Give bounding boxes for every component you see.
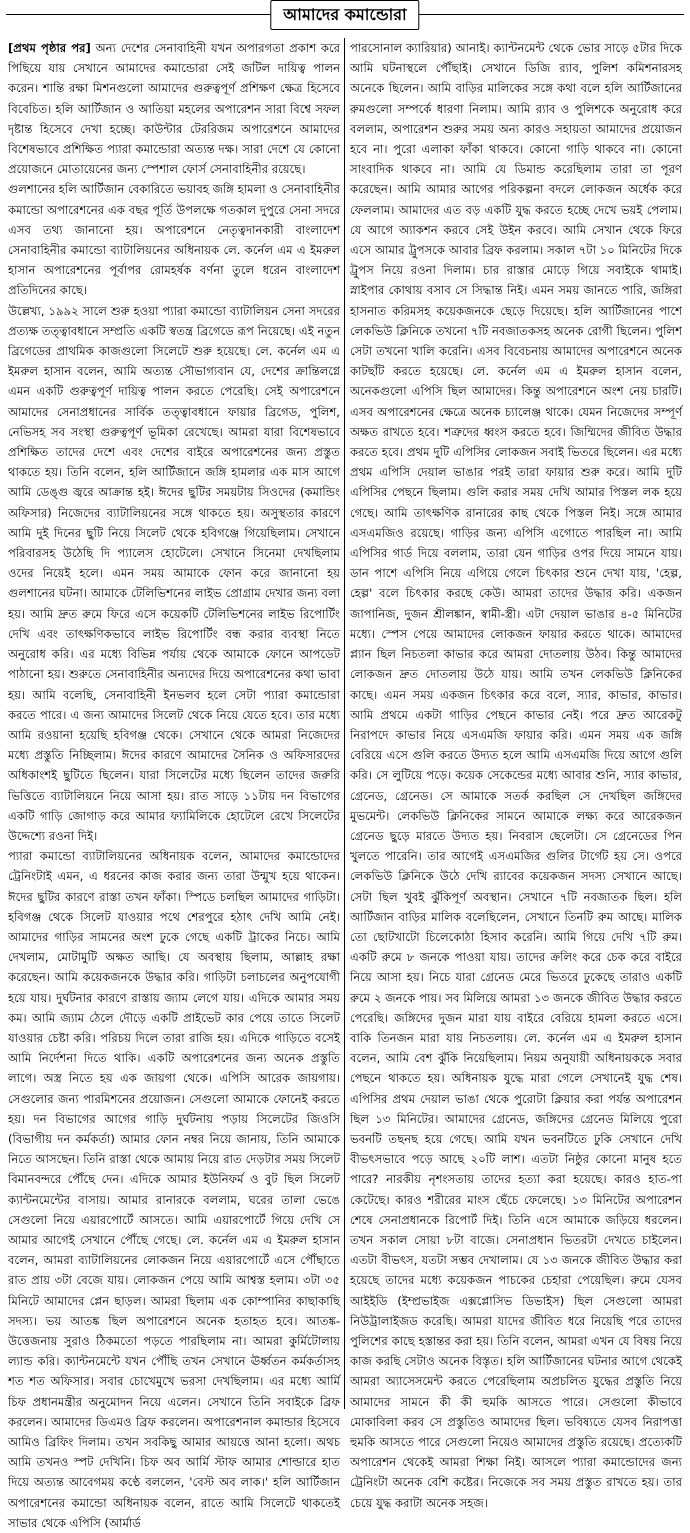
column-divider	[344, 38, 345, 1409]
continued-from-label: [প্রথম পৃষ্ঠার পর]	[8, 41, 91, 55]
paragraph: গুলশানের হলি আর্টিজান বেকারিতে ভয়াবহ জঙ্গি হামলা ও সেনাবাহিনীর কমান্ডো অপারেশনের এক বছর পূর্তি উপলক্ষে গতকাল দুপুরে সেনা সদরে এসব তথ্য জানানো হয়। অপারেশনে নেতৃত্বদানকারী বাংলাদেশ সেনাবাহিনীর কমান্ডো ব্যাটালিয়নের অধিনায়ক লে. কর্নেল এম এ ইমরুল হাসান অপারেশনের পূর্বাপর রোমহর্ষক বর্ণনা তুলে ধরেন বাংলাদেশ প্রতিদিনের কাছে।	[8, 182, 340, 298]
paragraph-text: অন্য দেশের সেনাবাহিনী যখন অপারগতা প্রকাশ করে পিছিয়ে যায় সেখানে আমাদের কমান্ডোরা সেই জটিল দায়িত্ব পালন করেন। শান্তি রক্ষা মিশনগুলো আমাদের গুরুত্বপূর্ণ প্রশিক্ষণ ক্ষেত্র হিসেবে বিবেচিত। হলি আর্টিজান ও আতিয়া মহলের অপারেশন সারা বিশ্বে সফল দৃষ্টান্ত হিসেবে দেখা হচ্ছে। কাউন্টার টেররিজম অপারেশনে আমাদের বিশেষভাবে প্রশিক্ষিত প্যারা কমান্ডোরা অত্যন্ত দক্ষ। সারা দেশে যে কোনো প্রয়োজনে মোতায়েনের জন্য স্পেশাল ফোর্স সেনাবাহিনীর রয়েছে।	[8, 41, 340, 177]
paragraph: প্যারা কমান্ডো ব্যাটালিয়নের অধিনায়ক বলেন, আমাদের কমান্ডোদের ট্রেনিংটাই এমন, এ ধরনের কাজ করার জন্য তারা উন্মুখ হয়ে থাকেন। ঈদের ছুটির কারণে রাস্তা তখন ফাঁকা। স্পিডে চলছিল আমাদের গাড়িটা। হবিগঞ্জ থেকে সিলেট যাওয়ার পথে শেরপুরে হঠাৎ দেখি আমি নেই। আমাদের গাড়ির সামনের অংশ ঢুকে গেছে একটি ট্রাকের নিচে। আমি দেখলাম, মোটামুটি অক্ষত আছি। যে অবস্থায় ছিলাম, আল্লাহ রক্ষা করেছেন। আমি কয়েকজনকে উদ্ধার করি। গাড়িটা চলাচলের অনুপযোগী হয়ে যায়। দুর্ঘটনার কারণে রাস্তায় জ্যাম লেগে যায়। এদিকে আমার সময় কম। আমি জ্যাম ঠেলে দৌড়ে একটি প্রাইভেট কার পেয়ে তাতে সিলেট যাওয়ার চেষ্টা করি। পরিচয় দিলে তারা রাজি হয়। এদিকে গাড়িতে বসেই আমি নির্দেশনা দিতে থাকি। একটি অপারেশনের জন্য অনেক প্রস্তুতি লাগে। অস্ত্র নিতে হয় এক জায়গা থেকে। এপিসি আরেক জায়গায়। সেগুলোর জন্য পারমিশনের প্রয়োজন। সেগুলো আমাকে ফোনেই করতে হয়। দন বিভাগের আগের গাড়ি দুর্ঘটনায় পড়ায় সিলেটের জিওসি (বিভাগীয় দন কর্মকর্তা) আমার ফোন নম্বর নিয়ে জানায়, তিনি আমাকে নিতে আসছেন। তিনি রাস্তা থেকে আমায় নিয়ে রাত দেড়টার সময় সিলেট বিমানবন্দরে পৌঁছে দেন। এদিকে আমার ইউনিফর্ম ও বুট ছিল সিলেট ক্যান্টনমেন্টের বাসায়। আমার রানারকে বললাম, ঘরের তালা ভেঙে সেগুলো নিয়ে এয়ারপোর্টে আসতে। আমি এয়ারপোর্টে গিয়ে দেখি সে আমার আগেই সেখানে পৌঁছে গেছে। লে. কর্নেল এম এ ইমরুল হাসান বলেন, আমরা ব্যাটালিয়নের লোকজন নিয়ে এয়ারপোর্টে এসে পৌঁছাতে রাত প্রায় ৩টা বেজে যায়। লোকজন পেয়ে আমি আশ্বস্ত হলাম। ৩টা ৩৫ মিনিটে আমাদের প্লেন ছাড়ল। আমরা ছিলাম এক কোম্পানির কাছাকাছি সদস্য। ভয় আতঙ্ক ছিল অপারেশনে অনেক হতাহত হবে। আতঙ্ক-উত্তেজনায় সুরাও ঠিকমতো পড়তে পারছিলাম না। আমরা কুর্মিটোলায় ল্যান্ড করি। ক্যান্টনমেন্টে যখন পৌঁছি তখন সেখানে ঊর্ধ্বতন কর্মকর্তাসহ শত শত অফিসার। সবার চোখেমুখে ভরসা দেখছিলাম। এর মধ্যে আর্মি চিফ প্রধানমন্ত্রীর অনুমোদন নিয়ে এলেন। সেখানে তিনি সবাইকে ব্রিফ করলেন। আমাদের ডিএমও ব্রিফ করলেন। অপারেশনাল কমান্ডার হিসেবে আমিও ব্রিফিং দিলাম। তখন সবকিছু আমার আয়ত্তে আনা হলো। অথচ আমি তখনও স্পট দেখিনি। চিফ অব আর্মি স্টাফ আমার শোল্ডারে হাত দিয়ে অত্যন্ত আবেগময় কণ্ঠে বললেন, 'বেস্ট অব লাক।' হলি আর্টিজান অপারেশনের কমান্ডো অধিনায়ক বলেন, রাতে আমি সিলেটে থাকতেই সাভার থেকে এপিসি (আর্মার্ড	[8, 849, 340, 1530]
left-column	[8, 38, 340, 1530]
right-column	[350, 38, 682, 1510]
paragraph	[8, 38, 340, 179]
paragraph: উল্লেখ্য, ১৯৯২ সালে শুরু হওয়া প্যারা কমান্ডো ব্যাটালিয়ন সেনা সদরের প্রত্যক্ষ তত্ত্বাবধানে সম্প্রতি একটি স্বতন্ত্র ব্রিগেডে রূপ নিয়েছে। এই নতুন ব্রিগেডের প্রাথমিক কাজগুলো সিলেটে শুরু হয়েছে। লে. কর্নেল এম এ ইমরুল হাসান বলেন, আমি অত্যন্ত সৌভাগ্যবান যে, দেশের ক্রান্তিলগ্নে এমন একটি গুরুত্বপূর্ণ দায়িত্ব পালন করতে পেরেছি। সেই অপারেশনে আমাদের সেনাপ্রধানের সার্বিক তত্ত্বাবধানে ফায়ার ব্রিগেড, পুলিশ, নেভিসহ সব সংস্থা গুরুত্বপূর্ণ ভূমিকা রেখেছে। আমরা যারা বিশেষভাবে প্রশিক্ষিত তাদের দেশে এবং দেশের বাইরে অপারেশনের জন্য প্রস্তুত থাকতে হয়। তিনি বলেন, হলি আর্টিজানে জঙ্গি হামলার এক মাস আগে আমি ডেঙ্গু জ্বরে আক্রান্ত হই। ঈদের ছুটির সময়টায় সিওদের (কমান্ডিং অফিসার) নিজেদের ব্যাটালিয়নের সঙ্গে থাকতে হয়। অসুস্থতার কারণে আমি দুই দিনের ছুটি নিয়ে সিলেট থেকে হবিগঞ্জে গিয়েছিলাম। সেখানে পরিবারসহ উঠেছি দি প্যালেস হোটেলে। সেখানে সিনেমা দেখছিলাম ওদের নিয়েই হলে। এমন সময় আমাকে ফোন করে জানানো হয় গুলশানের ঘটনা। আমাকে টেলিভিশনের লাইভ প্রোগ্রাম দেখার জন্য বলা হয়। আমি দ্রুত রুমে ফিরে এসে কয়েকটি টেলিভিশনের লাইভ রিপোর্টিং দেখি এবং তাৎক্ষণিকভাবে লাইভ রিপোর্টিং বন্ধ করার ব্যবস্থা নিতে অনুরোধ করি। এর মধ্যে বিভিন্ন পর্যায় থেকে আমাকে ফোনে আপডেট পাঠানো হয়। শুরুতে সেনাবাহিনীর অন্যদের দিয়ে অপারেশনের কথা ভাবা হয়। আমি বলেছি, সেনাবাহিনী ইনভলব হলে সেটা প্যারা কমান্ডোরা করতে পারে। এ জন্য আমাদের সিলেট থেকে নিয়ে যেতে হবে। তার মধ্যে আমি রওয়ানা হয়েছি হবিগঞ্জ থেকে। সেখানে থেকে আমরা নিজেদের মধ্যে প্রস্তুতি নিচ্ছিলাম। ঈদের কারণে আমাদের সৈনিক ও অফিসারদের অধিকাংশই ছুটিতে ছিলেন। যারা সিলেটের মধ্যে ছিলেন তাদের জরুরি ভিত্তিতে ব্যাটালিয়নে নিয়ে আসা হয়। রাত সাড়ে ১১টায় দন বিভাগের একটি গাড়ি জোগাড় করে আমার ফ্যামিলিকে হোটেলে রেখে সিলেটের উদ্দেশ্যে রওনা দিই।	[8, 303, 340, 843]
paragraph: পারসোনাল ক্যারিয়ার) আনাই। ক্যান্টনমেন্ট থেকে ভোর সাড়ে ৫টার দিকে আমি ঘটনাস্থলে পৌঁছাই। সেখানে ডিজি র‍্যাব, পুলিশ কমিশনারসহ অনেকে ছিলেন। আমি বাড়ির মালিকের সঙ্গে কথা বলে হলি আর্টিজানের রুমগুলো সম্পর্কে ধারণা নিলাম। আমি র‍্যাব ও পুলিশকে অনুরোধ করে বললাম, অপারেশন শুরুর সময় অন্য কারও সহায়তা আমাদের প্রয়োজন হবে না। পুরো এলাকা ফাঁকা থাকবে। কোনো গাড়ি থাকবে না। কোনো সাংবাদিক থাকবে না। আমি যে ডিমান্ড করেছিলাম তারা তা পূরণ করেছেন। আমি আমার আগের পরিকল্পনা বদলে লোকজন অর্ধেক করে ফেললাম। আমাদের এত বড় একটি যুদ্ধ করতে হচ্ছে দেখে ভয়ই পেলাম। যে আগে অ্যাকশন করবে সেই উইন করবে। আমি সেখান থেকে ফিরে এসে আমার ট্রুপসকে আবার ব্রিফ করলাম। সকাল ৭টা ১০ মিনিটের দিকে ট্রুপস নিয়ে রওনা দিলাম। চার রাস্তার মোড়ে গিয়ে সবাইকে থামাই। স্নাইপার কোথায় বসাব সে সিদ্ধান্ত নিই। এমন সময় জানতে পারি, জঙ্গিরা হাসনাত করিমসহ কয়েকজনকে ছেড়ে দিয়েছে। হলি আর্টিজানের পাশে লেকভিউ ক্লিনিকে তখনো ৭টি নবজাতকসহ অনেক রোগী ছিলেন। পুলিশ সেটা তখনো খালি করেনি। এসব বিবেচনায় আমাদের অপারেশনে অনেক কাটছাঁট করতে হয়েছে। লে. কর্নেল এম এ ইমরুল হাসান বলেন, অনেকগুলো এপিসি ছিল আমাদের। কিন্তু অপারেশনে অংশ নেয় চারটি। এসব অপারেশনের ক্ষেত্রে অনেক চ্যালেঞ্জ থাকে। যেমন নিজেদের সম্পূর্ণ অক্ষত রাখতে হবে। শত্রুদের ধ্বংস করতে হবে। জিম্মিদের জীবিত উদ্ধার করতে হবে। প্রথম দুটি এপিসির লোকজন সবাই ভিতরে ছিলেন। এর মধ্যে প্রথম এপিসি দেয়াল ভাঙার পরই তারা ফায়ার শুরু করে। আমি দুটি এপিসির পেছনে ছিলাম। গুলি করার সময় দেখি আমার পিস্তল লক হয়ে গেছে। আমি তাৎক্ষণিক রানারের কাছ থেকে পিস্তল নিই। সঙ্গে আমার এসএমজিও রয়েছে। গাড়ির জন্য এপিসি এগোতে পারছিল না। আমি এপিসির গার্ড দিয়ে বললাম, তারা যেন গাড়ির ওপর দিয়ে সামনে যায়। ডান পাশে এপিসি নিয়ে এগিয়ে গেলে চিৎকার শুনে দেখা যায়, 'হেল্প, হেল্প' বলে চিৎকার করছে কেউ। আমরা তাদের উদ্ধার করি। একজন জাপানিজ, দুজন শ্রীলঙ্কান, স্বামী-স্ত্রী। এটা দেয়াল ভাঙার ৪-৫ মিনিটের মধ্যে। স্পেস পেয়ে আমাদের লোকজন ফায়ার করতে থাকে। আমাদের প্ল্যান ছিল নিচতলা কাভার করে আমরা দোতলায় উঠব। কিন্তু আমাদের লোকজন দ্রুত দোতলায় উঠে যায়। আমি তখন লেকভিউ ক্লিনিকের কাছে। এমন সময় একজন চিৎকার করে বলে, স্যার, কাভার, কাভার। আমি প্রথমে একটা গাড়ির পেছনে কাভার নেই। পরে দ্রুত আরেকটু নিরাপদে কাভার নিয়ে এসএমজি ফায়ার করি। এমন সময় এক জঙ্গি বেরিয়ে এসে গুলি করতে উদ্যত হলে আমি এসএমজি দিয়ে আগে গুলি করি। সে লুটিয়ে পড়ে। কয়েক সেকেন্ডের মধ্যে আবার শুনি, স্যার কাভার, গ্রেনেড, গ্রেনেড। সে আমাকে সতর্ক করছিল সে দেখছিল জঙ্গিদের মুভমেন্ট। লেকভিউ ক্লিনিকের সামনে আমাকে লক্ষ্য করে আরেকজন গ্রেনেড ছুড়ে মারতে উদ্যত হয়। নিবরাস ছেলেটা। সে গ্রেনেডের পিন খুলতে পারেনি। তার আগেই এসএমজির গুলির টার্গেট হয় সে। ওপরে লেকভিউ ক্লিনিকে উঠে দেখি র‍্যাবের কয়েকজন সদস্য সেখানে আছে। সেটা ছিল খুবই ঝুঁকিপূর্ণ অবস্থান। সেখানে ৭টি নবজাতক ছিল। হলি আর্টিজান বাড়ির মালিক বলেছিলেন, সেখানে তিনটি রুম আছে। মালিক তো ছোটখাটো চিলেকোঠা হিসাব করেনি। আমি গিয়ে দেখি ৭টি রুম। একটি রুমে ৮ জনকে পাওয়া যায়। তাদের ক্রলিং করে চেক করে বাইরে নিয়ে আসা হয়। নিচে যারা গ্রেনেড মেরে ভিতরে ঢুকেছে তারাও একটি রুমে ২ জনকে পায়। সব মিলিয়ে আমরা ১৩ জনকে জীবিত উদ্ধার করতে পেরেছি। জঙ্গিদের দুজন মারা যায় বাইরে বেরিয়ে হামলা করতে এসে। বাকি তিনজন মারা যায় নিচতলায়। লে. কর্নেল এম এ ইমরুল হাসান বলেন, আমি বেশ ঝুঁকি নিয়েছিলাম। নিয়ম অনুযায়ী অধিনায়ককে সবার পেছনে থাকতে হয়। অধিনায়ক যুদ্ধে মারা গেলে সেখানেই যুদ্ধ শেষ। এপিসির প্রথম দেয়াল ভাঙা থেকে পুরোটা ক্লিয়ার করা পর্যন্ত অপারেশন ছিল ১৩ মিনিটের। আমাদের গ্রেনেড, জঙ্গিদের গ্রেনেড মিলিয়ে পুরো ভবনটি তছনছ হয়ে গেছে। আমি যখন ভবনটিতে ঢুকি সেখানে দেখি বীভৎসভাবে পড়ে আছে ২০টি লাশ। এতটা নিষ্ঠুর কোনো মানুষ হতে পারে? নারকীয় নৃশংসতায় তাদের হত্যা করা হয়েছে। কারও হাত-পা কেটেছে। কারও শরীরের মাংস ছেঁচে ফেলেছে। ১৩ মিনিটের অপারেশন শেষে সেনাপ্রধানকে রিপোর্ট দিই। তিনি এসে আমাকে জড়িয়ে ধরলেন। তখন সকাল সোয়া ৮টা বাজে। সেনাপ্রধান ভিতরটা দেখতে চাইলেন। এতটা বীভৎস, যতটা সম্ভব দেখালাম। যে ১৩ জনকে জীবিত উদ্ধার করা হয়েছে তাদের মধ্যে কয়েকজন পাচকের চেহারা পেয়েছিল। রুমে যেসব আইইডি (ইম্প্রভাইজ এক্সপ্লোসিভ ডিভাইস) ছিল সেগুলো আমরা নিউট্রালাইজড করেছি। আমরা যাদের জীবিত ধরে নিয়েছি পরে তাদের পুলিশের কাছে হস্তান্তর করা হয়। তিনি বলেন, আমরা এখন যে বিষয় নিয়ে কাজ করছি সেটাও অনেক বিস্তৃত। হলি আর্টিজানের ঘটনার আগে থেকেই আমরা অ্যাসেসমেন্ট করতে পেরেছিলাম অপ্রচলিত যুদ্ধের প্রস্তুতি নিয়ে আমাদের সামনে কী কী হুমকি আসতে পারে। সেগুলো কীভাবে মোকাবিলা করব সে প্রস্তুতিও আমাদের ছিল। ভবিষ্যতে যেসব নিরাপত্তা হুমকি আসতে পারে সেগুলো নিয়েও আমাদের প্রস্তুতি রয়েছে। প্রত্যেকটি অপারেশন থেকেই আমরা শিক্ষা নিই। আসলে প্যারা কমান্ডোদের জন্য ট্রেনিংটা অনেক বেশি কষ্টের। নিজেকে সব সময় প্রস্তুত রাখতে হয়। তার চেয়ে যুদ্ধ করাটা অনেক সহজ।	[350, 41, 682, 1510]
article-body	[8, 38, 682, 1530]
article-headline: আমাদের কমান্ডোরা	[270, 0, 419, 30]
